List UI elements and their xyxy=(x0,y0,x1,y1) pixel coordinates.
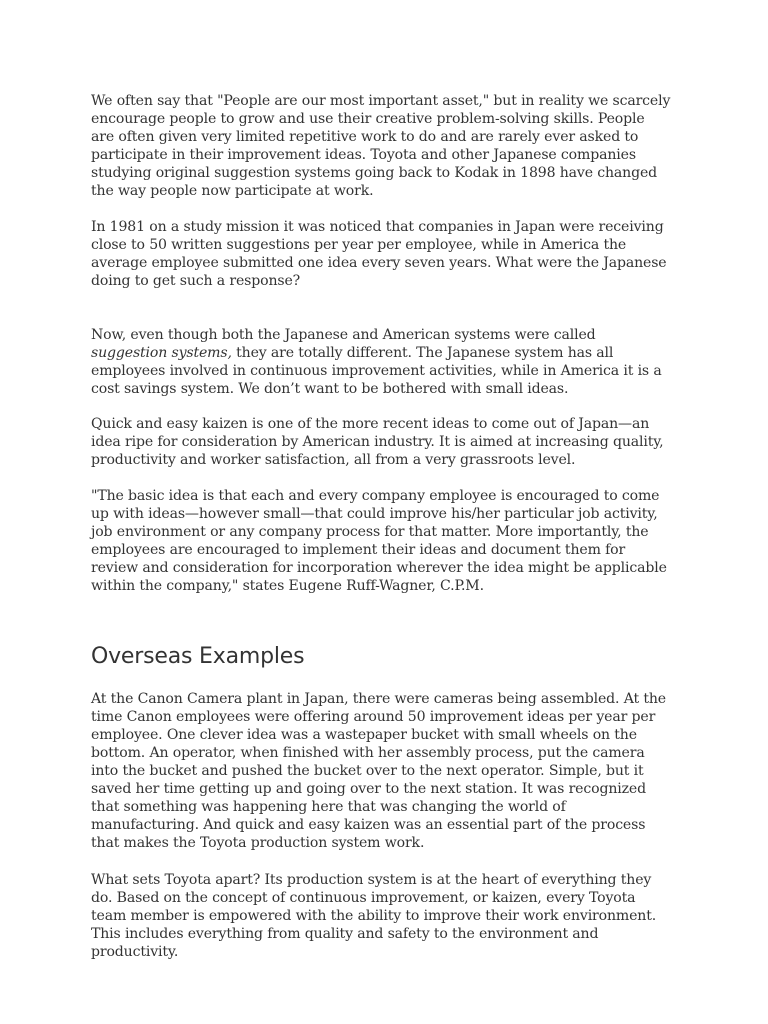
paragraph-study-mission: In 1981 on a study mission it was noticed that companies in Japan were receiving close to 50 written suggestions per year per employee, while in America the average employee submitted one idea every seven years. What were the Japanese doing to get such a response? xyxy=(91,219,667,289)
paragraph-quote-ruff-wagner: "The basic idea is that each and every company employee is encouraged to come up with ideas—however small—that could improve his/her particular job activity, job environment or any company process for that matter. More importantly, the employees are encouraged to implement their ideas and document them for review and consideration for incorporation wherever the idea might be applicable within the company," states Eugene Ruff-Wagner, C.P.M. xyxy=(91,488,667,594)
paragraph-canon-example: At the Canon Camera plant in Japan, there were cameras being assembled. At the time Canon employees were offering around 50 improvement ideas per year per employee. One clever idea was a wastepaper bucket with small wheels on the bottom. An operator, when finished with her assembly process, put the camera into the bucket and pushed the bucket over to the next operator. Simple, but it saved her time getting up and going over to the next station. It was recognized that something was happening here that was changing the world of manufacturing. And quick and easy kaizen was an essential part of the process that makes the Toyota production system work. xyxy=(91,691,666,851)
emphasis-suggestion-systems: suggestion systems, xyxy=(91,345,232,361)
paragraph-people-asset: We often say that "People are our most important asset," but in reality we scarcely encourage people to grow and use their creative problem-solving skills. People are often given very limited repetitive work to do and are rarely ever asked to participate in their improvement ideas. Toyota and other Japanese companies studying original suggestion systems going back to Kodak in 1898 have changed the way people now participate at work. xyxy=(91,93,671,199)
section-heading: Overseas Examples xyxy=(91,644,305,669)
paragraph-suggestion-systems xyxy=(91,326,671,398)
paragraph-suggestion-systems-end: they are totally different. The Japanese system has all employees involved in continuous improvement activities, while in America it is a cost savings system. We don’t want to be bothered with small ideas. xyxy=(91,345,662,397)
document-page xyxy=(91,92,671,961)
paragraph-suggestion-systems-start: Now, even though both the Japanese and American systems were called xyxy=(91,327,596,343)
paragraph-quick-easy-kaizen: Quick and easy kaizen is one of the more recent ideas to come out of Japan—an idea ripe for consideration by American industry. It is aimed at increasing quality, productivity and worker satisfaction, all from a very grassroots level. xyxy=(91,416,664,468)
paragraph-toyota-apart: What sets Toyota apart? Its production system is at the heart of everything they do. Based on the concept of continuous improvement, or kaizen, every Toyota team member is empowered with the ability to improve their work environment. This includes everything from quality and safety to the environment and productivity. xyxy=(91,872,657,960)
